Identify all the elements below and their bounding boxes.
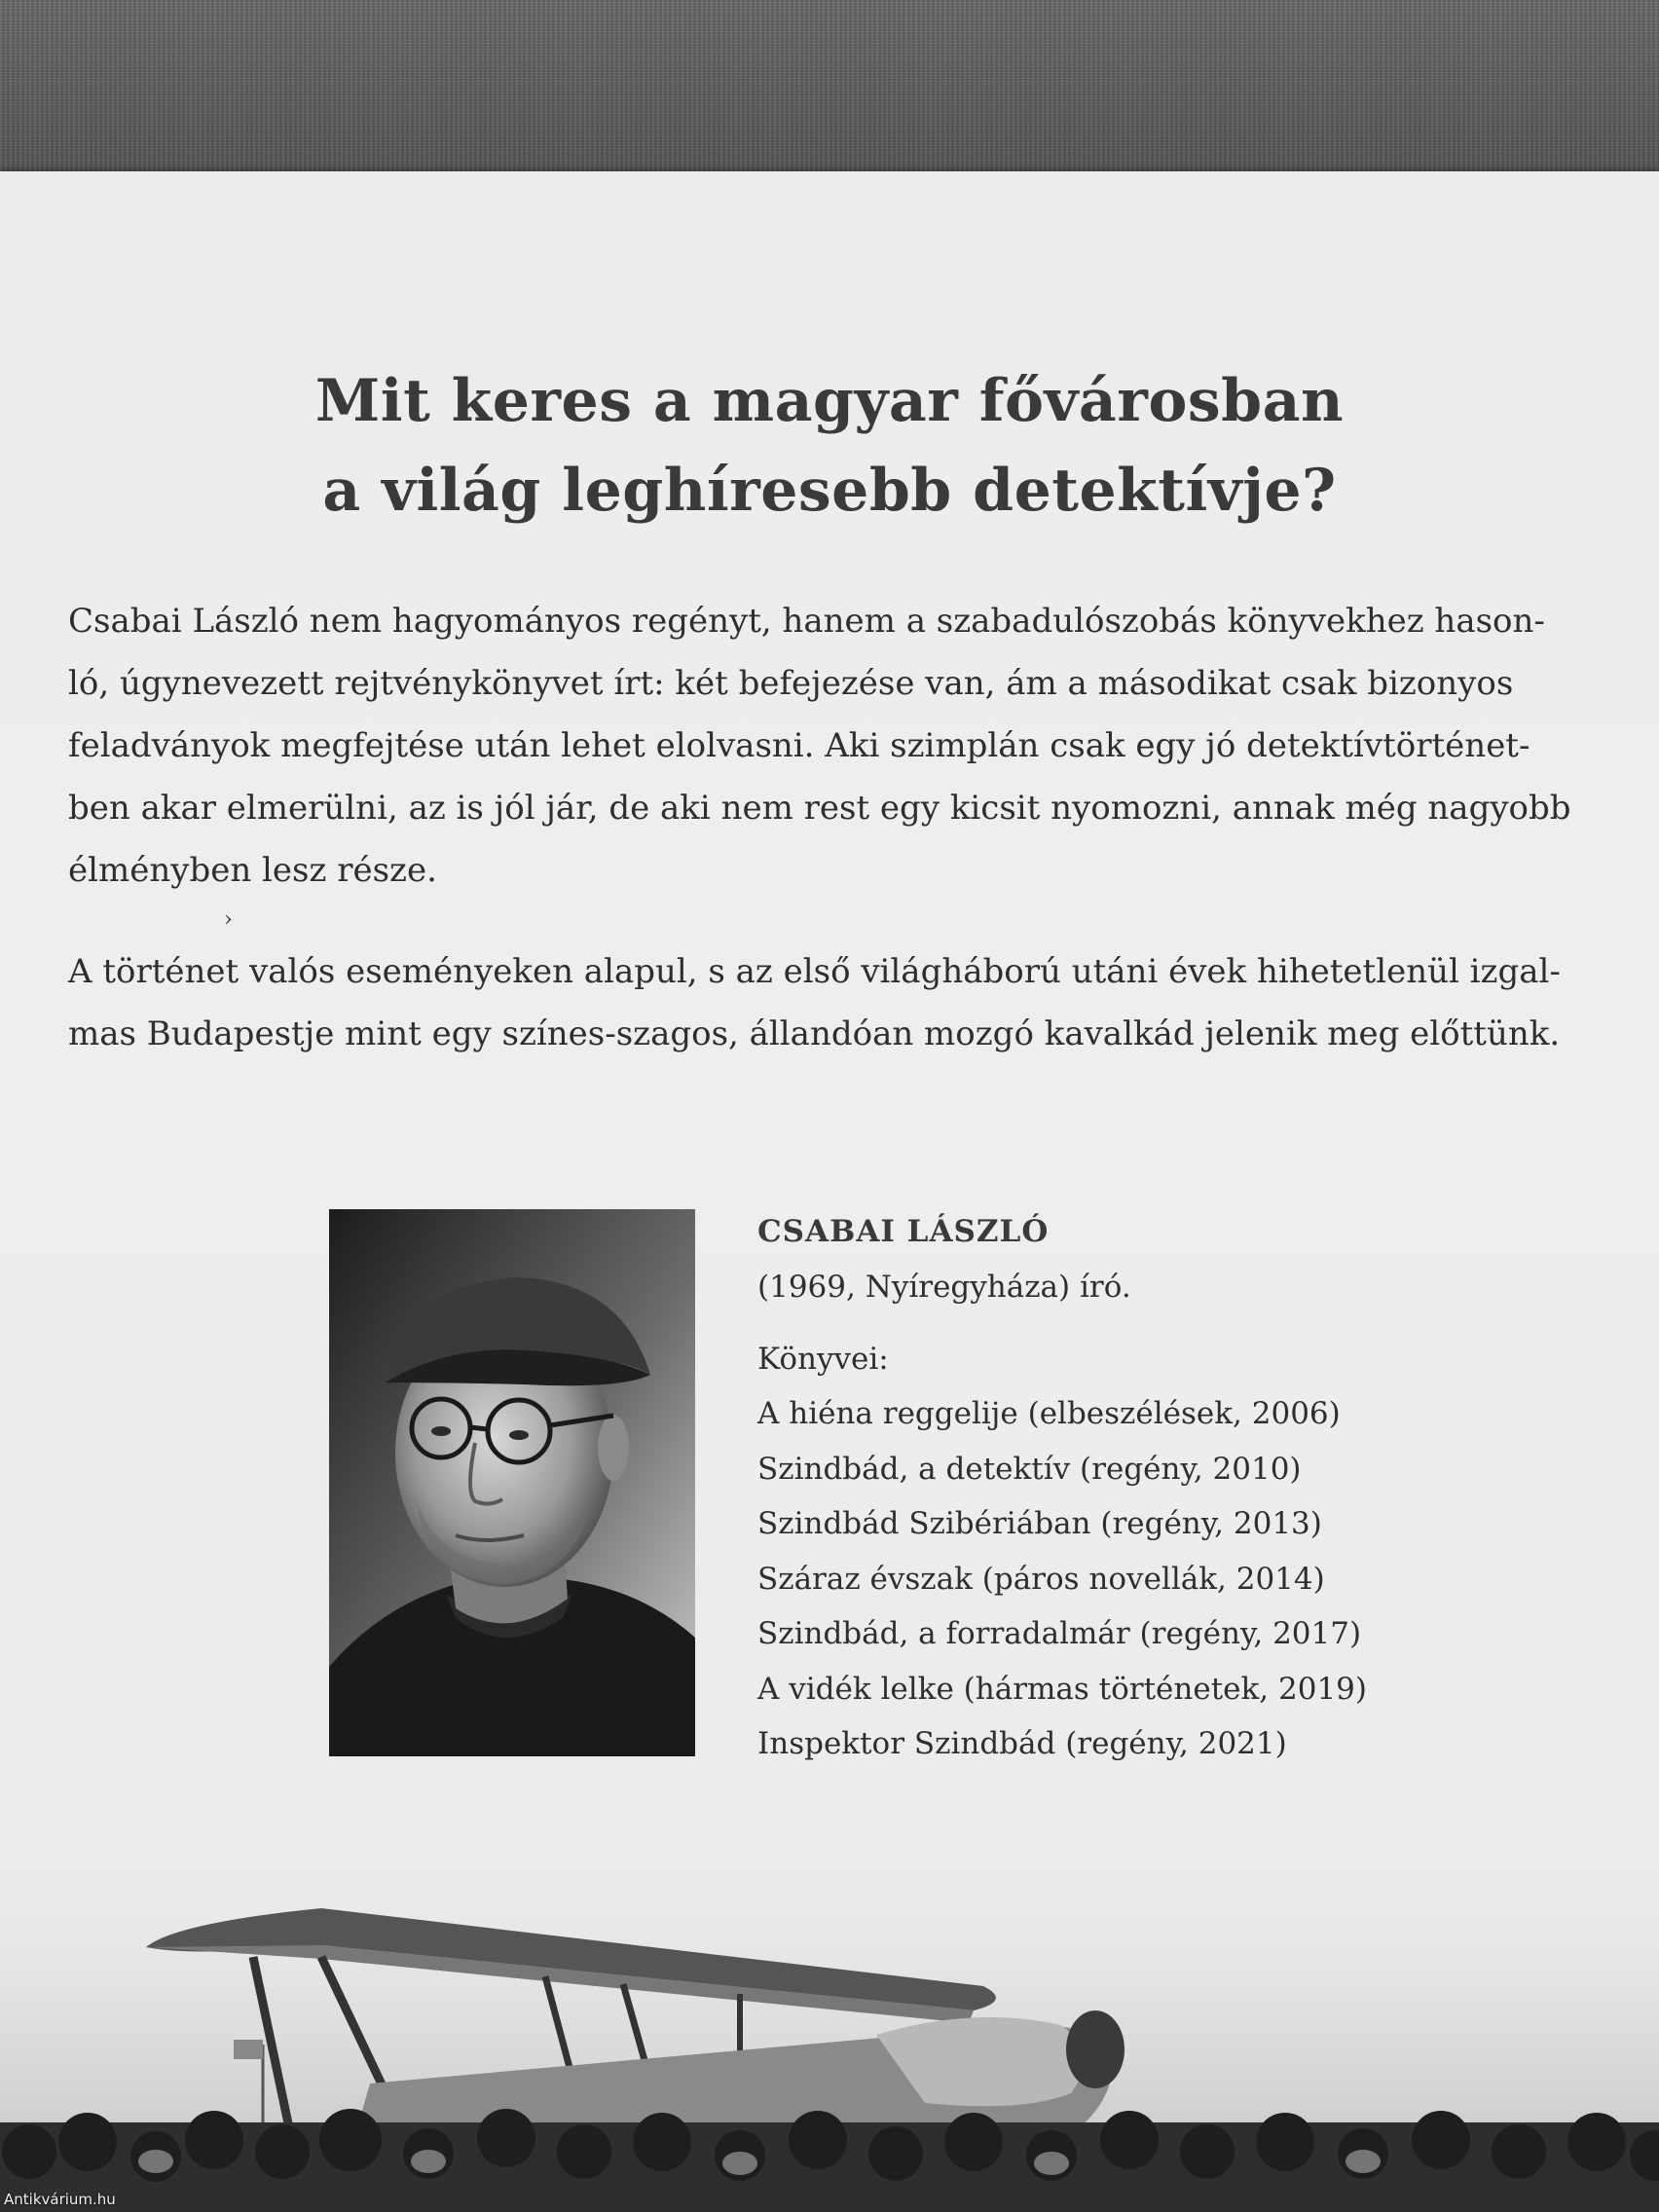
blurb-line: mas Budapestje mint egy színes-szagos, állandóan mozgó kavalkád jelenik meg előttünk. (68, 1014, 1561, 1053)
biplane-crowd-image (0, 1830, 1659, 2212)
blurb-line: A történet valós eseményeken alapul, s az első világháború utáni évek hihetetlenül izgal- (68, 952, 1561, 991)
author-portrait (329, 1209, 695, 1756)
blurb-line: ló, úgynevezett rejtvénykönyvet írt: két befejezése van, ám a másodikat csak bizonyos (68, 664, 1514, 703)
book-item: Szindbád, a detektív (regény, 2010) (757, 1451, 1302, 1487)
watermark: Antikvárium.hu (4, 2191, 116, 2208)
blurb-paragraph-2 (68, 940, 1561, 1065)
pencil-mark: › (224, 907, 233, 932)
author-name: CSABAI LÁSZLÓ (757, 1214, 1050, 1249)
headline-line-1: Mit keres a magyar fővárosban (314, 367, 1345, 435)
headline (0, 356, 1659, 535)
book-item: Szindbád Szibériában (regény, 2013) (757, 1506, 1322, 1541)
book-item: A hiéna reggelije (elbeszélések, 2006) (757, 1396, 1341, 1431)
blurb-line: feladványok megfejtése után lehet elolvasni. Aki szimplán csak egy jó detektívtörténet- (68, 726, 1530, 765)
book-item: Inspektor Szindbád (regény, 2021) (757, 1726, 1287, 1761)
blurb-line: ben akar elmerülni, az is jól jár, de aki nem rest egy kicsit nyomozni, annak még nagyobb (68, 789, 1571, 828)
books-label: Könyvei: (757, 1342, 889, 1377)
blurb-line: Csabai László nem hagyományos regényt, hanem a szabadulószobás könyvekhez hason- (68, 602, 1545, 641)
author-details: (1969, Nyíregyháza) író. (757, 1270, 1131, 1305)
blurb-paragraph-1 (68, 590, 1571, 902)
book-item: A vidék lelke (hármas történetek, 2019) (757, 1671, 1367, 1707)
book-item: Száraz évszak (páros novellák, 2014) (757, 1561, 1325, 1597)
author-bio (757, 1203, 1367, 1772)
headline-line-2: a világ leghíresebb detektívje? (322, 457, 1337, 525)
book-item: Szindbád, a forradalmár (regény, 2017) (757, 1616, 1362, 1651)
author-portrait-image (329, 1209, 695, 1756)
blurb-line: élményben lesz része. (68, 851, 437, 890)
table-background (0, 0, 1659, 175)
biplane-crowd-photo (0, 1830, 1659, 2212)
